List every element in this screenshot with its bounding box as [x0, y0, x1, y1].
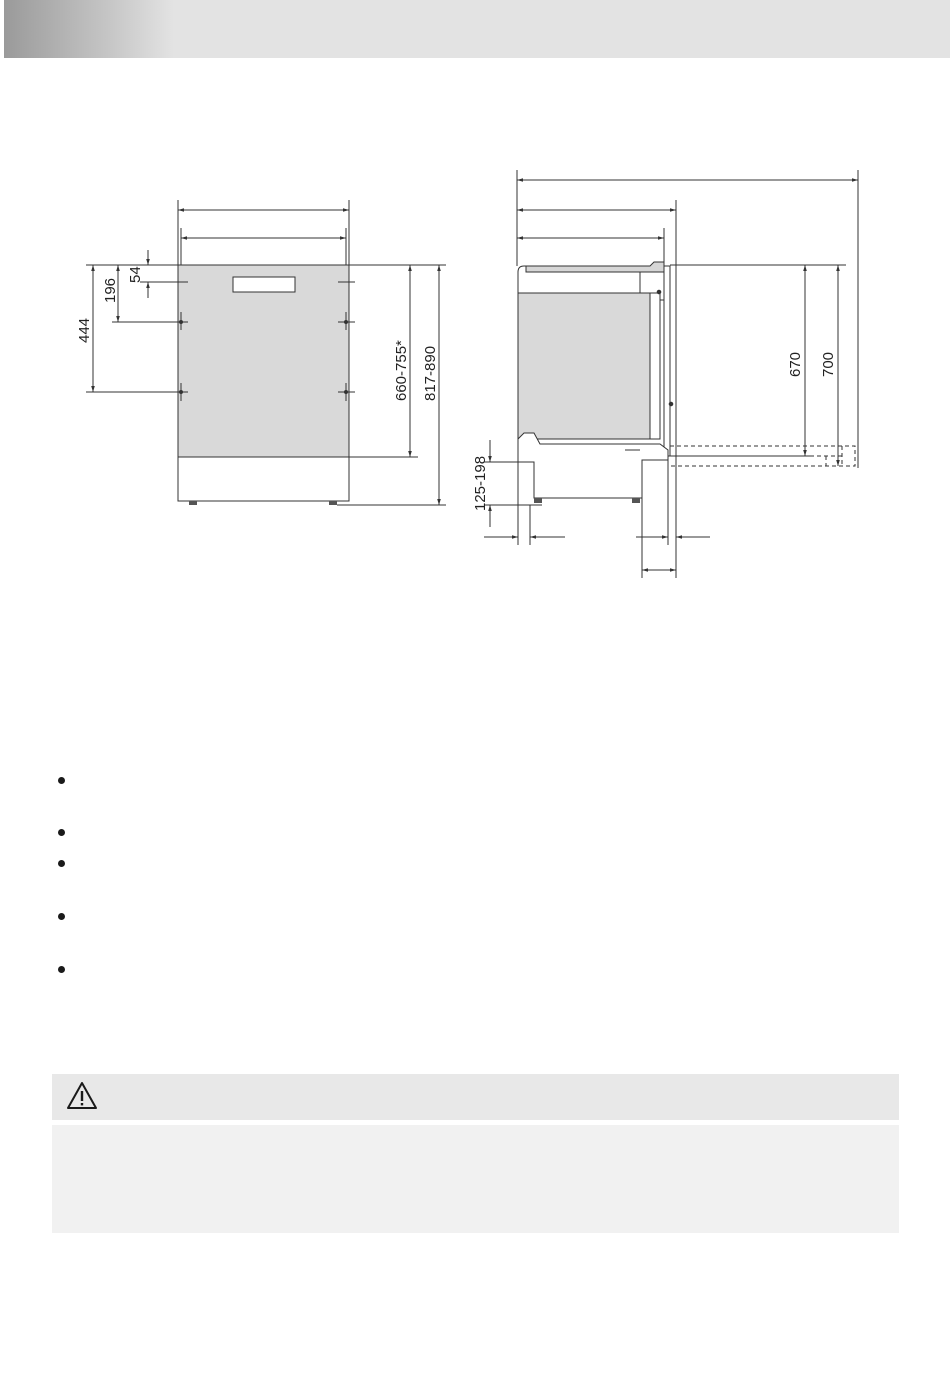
- side-door: [664, 266, 670, 456]
- dim-54-label: 54: [127, 266, 144, 283]
- side-foot-rear: [534, 498, 542, 503]
- list-item-bullet: [58, 913, 65, 920]
- dim-660-755-label: 660-755*: [393, 340, 410, 401]
- list-item-bullet: [58, 777, 65, 784]
- dim-670-label: 670: [787, 351, 804, 377]
- dim-196-label: 196: [102, 277, 119, 303]
- side-foot-front: [632, 498, 640, 503]
- control-display: [233, 277, 295, 292]
- front-foot-right: [329, 501, 337, 505]
- installation-drawing: [0, 0, 950, 620]
- side-panel: [518, 293, 650, 439]
- front-foot-left: [189, 501, 197, 505]
- dim-817-890-label: 817-890: [422, 345, 439, 401]
- warning-triangle-icon: [66, 1080, 98, 1112]
- list-item-bullet: [58, 860, 65, 867]
- front-view: [86, 200, 446, 505]
- front-door-panel: [178, 265, 349, 457]
- warning-body: [52, 1125, 899, 1233]
- worktop: [526, 262, 664, 272]
- list-item-bullet: [58, 829, 65, 836]
- front-plinth: [178, 457, 349, 501]
- side-base: [518, 433, 668, 498]
- warning-header: [52, 1074, 899, 1120]
- dim-700-label: 700: [820, 351, 837, 377]
- dim-125-198-label: 125-198: [472, 455, 489, 511]
- dim-444-label: 444: [76, 317, 93, 343]
- list-item-bullet: [58, 966, 65, 973]
